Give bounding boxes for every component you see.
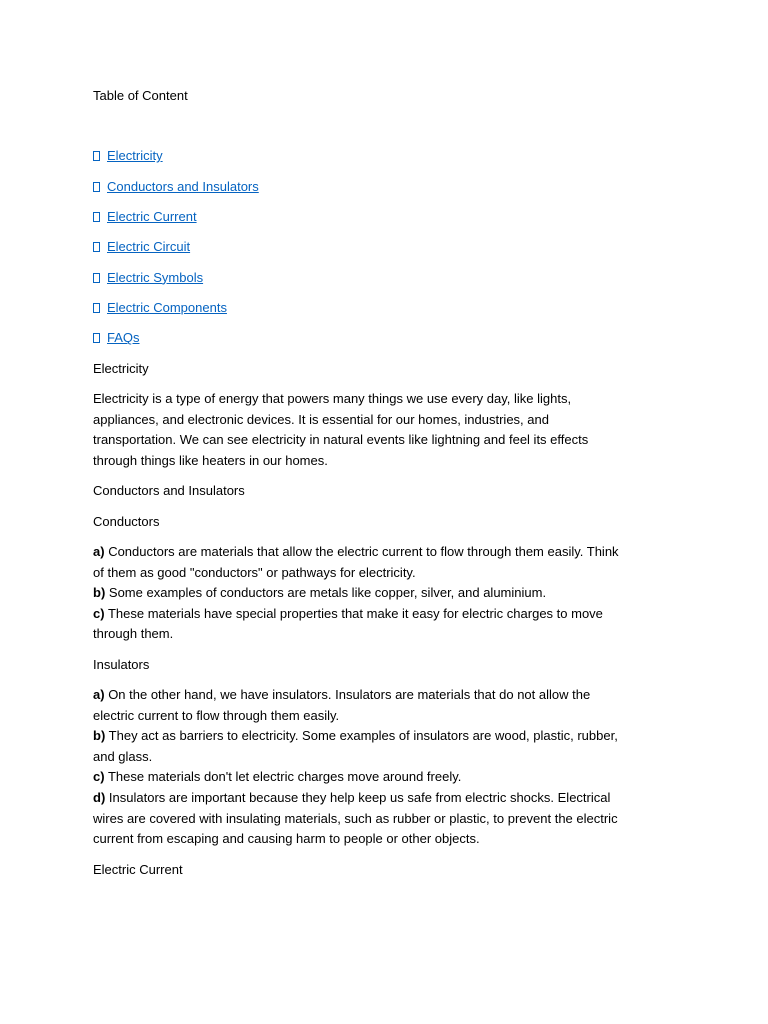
toc-link-faqs[interactable]: [93, 330, 140, 345]
section-heading: Electricity: [93, 360, 149, 376]
paragraph-line: transportation. We can see electricity in natural events like lightning and feel its effects: [93, 432, 589, 448]
document-body: [93, 359, 768, 880]
list-item-text: wires are covered with insulating materials, such as rubber or plastic, to prevent the electric: [93, 810, 618, 826]
toc-item: [93, 237, 768, 258]
list-item-line: [93, 767, 768, 788]
list-item-line: [93, 726, 768, 747]
list-item-text: through them.: [93, 626, 174, 642]
missing-glyph-box-icon: [93, 182, 100, 192]
list-item-text: Some examples of conductors are metals like copper, silver, and aluminium.: [108, 585, 547, 601]
paragraph-line: appliances, and electronic devices. It is essential for our homes, industries, and: [93, 411, 549, 427]
empty-paragraph: [93, 116, 768, 137]
toc-link-label: FAQs: [107, 330, 140, 346]
list-item-text: Conductors are materials that allow the electric current to flow through them easily. Think: [108, 543, 619, 559]
list-item-line: [93, 685, 768, 706]
missing-glyph-box-icon: [93, 151, 100, 161]
toc-item: [93, 328, 768, 349]
list-item-label: c): [93, 769, 105, 785]
list-item-text: electric current to flow through them easily.: [93, 707, 340, 723]
list-item-text: On the other hand, we have insulators. Insulators are materials that do not allow the: [108, 687, 591, 702]
list-item-text: They act as barriers to electricity. Some examples of insulators are wood, plastic, rubber,: [108, 728, 618, 744]
missing-glyph-box-icon: [93, 333, 100, 343]
section-heading: Conductors and Insulators: [93, 483, 245, 499]
list-item-label: c): [93, 605, 105, 621]
list-item-text: and glass.: [93, 748, 153, 764]
list-item-text: These materials have special properties that make it easy for electric charges to move: [107, 605, 603, 621]
list-item-text: of them as good "conductors" or pathways for electricity.: [93, 564, 416, 580]
lettered-list: [93, 542, 768, 645]
list-item-text: current from escaping and causing harm to people or other objects.: [93, 831, 480, 847]
list-item-text: These materials don't let electric charges move around freely.: [107, 769, 462, 785]
list-item-line: [93, 604, 768, 625]
paragraph-line: Electricity is a type of energy that powers many things we use every day, like lights,: [93, 391, 572, 407]
list-item-line: [93, 624, 768, 645]
toc-item: [93, 177, 768, 198]
list-item-line: [93, 542, 768, 563]
toc-item: [93, 298, 768, 319]
toc-link-label: Electric Current: [107, 209, 197, 225]
toc-link-electric-circuit[interactable]: [93, 239, 190, 254]
toc-link-conductors-and-insulators[interactable]: [93, 179, 259, 194]
toc-list: [93, 146, 768, 349]
list-item-line: [93, 747, 768, 768]
lettered-list: [93, 685, 768, 850]
list-item-line: [93, 706, 768, 727]
toc-link-electric-current[interactable]: [93, 209, 197, 224]
list-item-label: d): [93, 789, 106, 805]
list-item-line: [93, 788, 768, 809]
list-item-line: [93, 583, 768, 604]
list-item-line: [93, 829, 768, 850]
list-item-label: a): [93, 687, 105, 702]
list-item-label: b): [93, 728, 106, 744]
subsection-heading: Insulators: [93, 656, 150, 672]
missing-glyph-box-icon: [93, 212, 100, 222]
list-item-line: [93, 809, 768, 830]
list-item-label: b): [93, 585, 106, 601]
toc-item: [93, 207, 768, 228]
toc-link-electric-symbols[interactable]: [93, 270, 203, 285]
missing-glyph-box-icon: [93, 242, 100, 252]
list-item-label: a): [93, 543, 105, 559]
toc-link-label: Electric Symbols: [107, 269, 204, 285]
list-item-line: [93, 563, 768, 584]
missing-glyph-box-icon: [93, 273, 100, 283]
paragraph-line: through things like heaters in our homes.: [93, 452, 328, 468]
toc-title: Table of Content: [93, 87, 188, 103]
toc-item: [93, 146, 768, 167]
toc-link-label: Conductors and Insulators: [107, 178, 259, 194]
subsection-heading: Conductors: [93, 513, 160, 529]
missing-glyph-box-icon: [93, 303, 100, 313]
toc-item: [93, 268, 768, 289]
toc-link-electricity[interactable]: [93, 148, 163, 163]
toc-link-label: Electricity: [107, 148, 163, 164]
section-heading: Electric Current: [93, 861, 183, 877]
list-item-text: Insulators are important because they help keep us safe from electric shocks. Electrical: [108, 789, 611, 805]
section-paragraph: [93, 389, 768, 471]
toc-link-electric-components[interactable]: [93, 300, 227, 315]
toc-link-label: Electric Circuit: [107, 239, 191, 255]
toc-link-label: Electric Components: [107, 300, 227, 316]
